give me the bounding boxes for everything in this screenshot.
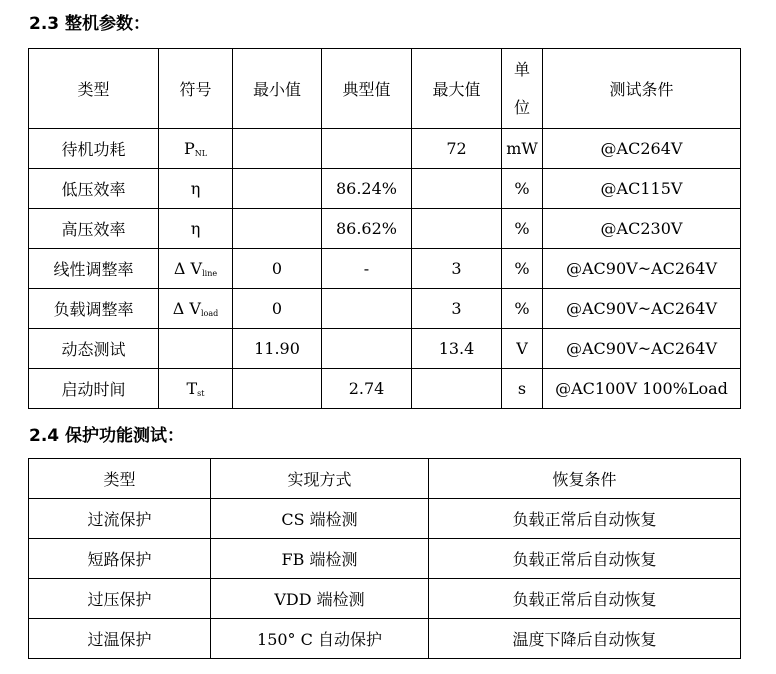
cell-min — [233, 129, 322, 169]
table-row — [29, 289, 741, 329]
cell-type: 启动时间 — [29, 369, 159, 409]
cell-condition: @AC264V — [543, 129, 741, 169]
table-row — [29, 369, 741, 409]
header-unit-line2: 位 — [513, 97, 530, 117]
table-header-row — [29, 49, 741, 129]
cell-method: 150° C 自动保护 — [211, 619, 429, 659]
cell-type: 高压效率 — [29, 209, 159, 249]
cell-unit: mW — [502, 129, 543, 169]
table-row — [29, 539, 741, 579]
table-row — [29, 129, 741, 169]
cell-type: 短路保护 — [29, 539, 211, 579]
cell-method: VDD 端检测 — [211, 579, 429, 619]
header-symbol: 符号 — [159, 49, 233, 129]
table-row — [29, 579, 741, 619]
cell-type: 过温保护 — [29, 619, 211, 659]
cell-min — [233, 369, 322, 409]
header-max: 最大值 — [412, 49, 502, 129]
cell-symbol: Δ $V_{load}$ — [159, 289, 233, 329]
cell-symbol: $T_{st}$ — [159, 369, 233, 409]
cell-typical — [322, 289, 412, 329]
cell-type: 负载调整率 — [29, 289, 159, 329]
cell-condition: @AC90V~AC264V — [543, 289, 741, 329]
cell-unit: % — [502, 209, 543, 249]
cell-max — [412, 209, 502, 249]
cell-type: 待机功耗 — [29, 129, 159, 169]
table-row — [29, 329, 741, 369]
cell-type: 过压保护 — [29, 579, 211, 619]
table-row — [29, 209, 741, 249]
cell-typical: 86.24% — [322, 169, 412, 209]
header-min: 最小值 — [233, 49, 322, 129]
cell-min: 11.90 — [233, 329, 322, 369]
cell-max — [412, 369, 502, 409]
cell-min — [233, 169, 322, 209]
header-type: 类型 — [29, 49, 159, 129]
cell-method: CS 端检测 — [211, 499, 429, 539]
cell-method: FB 端检测 — [211, 539, 429, 579]
cell-max: 3 — [412, 249, 502, 289]
section-2-4-title: 2.4 保护功能测试： — [29, 426, 185, 446]
cell-symbol: $P_{NL}$ — [159, 129, 233, 169]
protection-table — [28, 458, 741, 659]
cell-typical: - — [322, 249, 412, 289]
table-row — [29, 499, 741, 539]
cell-typical — [322, 129, 412, 169]
cell-symbol: Δ $V_{line}$ — [159, 249, 233, 289]
header-type: 类型 — [29, 459, 211, 499]
cell-type: 线性调整率 — [29, 249, 159, 289]
cell-typical: 86.62% — [322, 209, 412, 249]
cell-recovery: 负载正常后自动恢复 — [429, 499, 741, 539]
cell-unit: V — [502, 329, 543, 369]
header-recovery: 恢复条件 — [429, 459, 741, 499]
header-unit — [502, 49, 543, 129]
table-row — [29, 249, 741, 289]
cell-max: 13.4 — [412, 329, 502, 369]
cell-min: 0 — [233, 249, 322, 289]
cell-typical: 2.74 — [322, 369, 412, 409]
cell-unit: % — [502, 289, 543, 329]
cell-max: 72 — [412, 129, 502, 169]
cell-condition: @AC90V~AC264V — [543, 249, 741, 289]
cell-condition: @AC90V~AC264V — [543, 329, 741, 369]
cell-type: 过流保护 — [29, 499, 211, 539]
cell-unit: % — [502, 249, 543, 289]
cell-condition: @AC100V 100%Load — [543, 369, 741, 409]
cell-condition: @AC230V — [543, 209, 741, 249]
cell-unit: s — [502, 369, 543, 409]
cell-unit: % — [502, 169, 543, 209]
cell-type: 低压效率 — [29, 169, 159, 209]
header-typical: 典型值 — [322, 49, 412, 129]
table-header-row — [29, 459, 741, 499]
cell-recovery: 温度下降后自动恢复 — [429, 619, 741, 659]
cell-max — [412, 169, 502, 209]
cell-min — [233, 209, 322, 249]
cell-condition: @AC115V — [543, 169, 741, 209]
cell-type: 动态测试 — [29, 329, 159, 369]
cell-recovery: 负载正常后自动恢复 — [429, 579, 741, 619]
cell-min: 0 — [233, 289, 322, 329]
cell-symbol — [159, 329, 233, 369]
cell-max: 3 — [412, 289, 502, 329]
cell-typical — [322, 329, 412, 369]
header-method: 实现方式 — [211, 459, 429, 499]
cell-symbol: η — [159, 209, 233, 249]
parameters-table — [28, 48, 741, 409]
cell-symbol: η — [159, 169, 233, 209]
header-unit-line1: 单 — [513, 59, 530, 79]
section-2-3-title: 2.3 整机参数： — [29, 14, 151, 34]
table-row — [29, 169, 741, 209]
table-row — [29, 619, 741, 659]
header-condition: 测试条件 — [543, 49, 741, 129]
cell-recovery: 负载正常后自动恢复 — [429, 539, 741, 579]
